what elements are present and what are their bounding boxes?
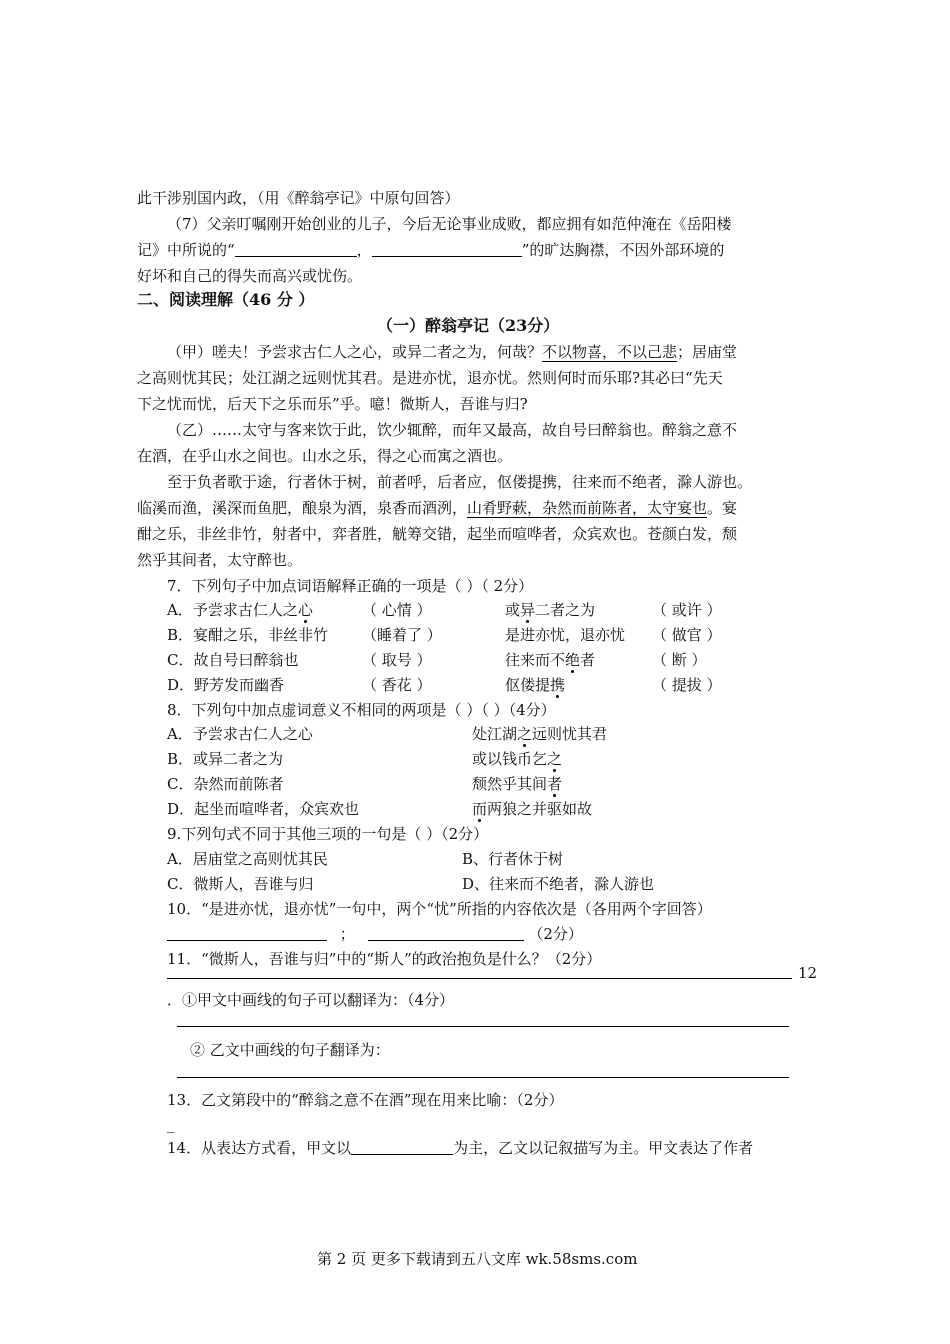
q12-part2: ② 乙文中画线的句子翻译为： — [190, 1041, 390, 1059]
q13-mark: _ — [167, 1115, 175, 1133]
q8-stem: 8．下列句中加点虚词意义不相同的两项是（ ）（ ）（4分） — [167, 701, 556, 719]
q7-line1: （7）父亲叮嘱刚开始创业的儿子，今后无论事业成败，都应拥有如范仲淹在《岳阳楼 — [167, 215, 732, 233]
q9-option-b[interactable]: B、行者休于树 — [462, 850, 564, 868]
q7-stem: 7．下列句子中加点词语解释正确的一项是（ ）（ 2分） — [167, 577, 534, 595]
q9-option-a[interactable]: A．居庙堂之高则忧其民 — [167, 850, 328, 868]
q7-blank-2[interactable] — [372, 240, 522, 257]
yi-line5: 酣之乐，非丝非竹，射者中，弈者胜，觥筹交错，起坐而喧哗者，众宾欢也。苍颜白发，颓 — [137, 525, 738, 543]
dotted-char: 携 — [550, 676, 566, 694]
q12-part1: ．①甲文中画线的句子可以翻译为：（4分） — [167, 991, 455, 1009]
q9-option-d[interactable]: D、往来而不绝者，滁人游也 — [462, 875, 655, 893]
q14-blank[interactable] — [351, 1138, 453, 1155]
dotted-char: 而 — [472, 800, 488, 818]
q7-blank-1[interactable] — [235, 240, 357, 257]
q10-blank-1[interactable] — [167, 924, 327, 941]
q11-answer-line[interactable] — [167, 978, 792, 979]
q10-score: （2分） — [528, 925, 583, 943]
q7-line3: 好坏和自己的得失而高兴或忧伤。 — [137, 267, 363, 285]
dotted-char: 者 — [547, 775, 563, 793]
q14-text-a: 14．从表达方式看，甲文以 — [167, 1139, 352, 1157]
jia-line3: 下之忧而忧，后天下之乐而乐”乎。噫！微斯人，吾谁与归? — [137, 395, 528, 413]
q11-stem: 11．“微斯人，吾谁与归”中的“斯人”的政治抱负是什么？（2分） — [167, 950, 602, 968]
yi-line3: 至于负者歌于途，行者休于树，前者呼，后者应，伛偻提携，往来而不绝者，滁人游也。 — [167, 473, 753, 491]
q14-line — [167, 1138, 753, 1158]
yi-underlined: 山肴野蔌，杂然而前陈者，太守宴也 — [467, 499, 708, 517]
q9-option-c[interactable]: C．微斯人，吾谁与归 — [167, 875, 314, 893]
yi-text-b: 。宴 — [707, 499, 738, 517]
jia-line2: 之高则忧其民；处江湖之远则忧其君。是进亦忧，退亦忧。然则何时而乐耶?其必曰“先天 — [137, 369, 723, 387]
q9-stem: 9.下列句式不同于其他三项的一句是（ ）（2分） — [167, 825, 489, 843]
jia-text-a: （甲）嗟夫！予尝求古仁人之心，或异二者之为，何哉？ — [167, 343, 543, 361]
q14-text-b: 为主，乙文以记叙描写为主。甲文表达了作者 — [453, 1139, 754, 1157]
jia-underlined: 不以物喜，不以己悲 — [542, 343, 678, 361]
dotted-char: 之 — [547, 750, 563, 768]
q12-number: 12 — [798, 964, 818, 982]
yi-line2: 在酒，在乎山水之间也。山水之乐，得之心而寓之酒也。 — [137, 447, 513, 465]
q12-answer-line-2[interactable] — [177, 1077, 789, 1078]
q7-text-a: 记》中所说的“ — [137, 241, 235, 259]
yi-line6: 然乎其间者，太守醉也。 — [137, 551, 303, 569]
q7-comma: ， — [356, 241, 372, 259]
jia-text-b: ；居庙堂 — [677, 343, 738, 361]
section2-title: 二、阅读理解（46 分 ） — [137, 290, 315, 309]
q10-stem: 10．“是进亦忧，退亦忧”一句中，两个“忧”所指的内容依次是（各用两个字回答） — [167, 900, 712, 918]
q10-answer-row — [167, 924, 583, 944]
q13-stem: 13．乙文第段中的“醉翁之意不在酒”现在用来比喻：（2分） — [167, 1091, 564, 1109]
q6-tail: 此干涉别国内政，（用《醉翁亭记》中原句回答） — [137, 189, 460, 207]
q10-separator: ； — [339, 925, 355, 943]
dotted-char: 心 — [297, 601, 313, 619]
dotted-char: 之 — [517, 725, 533, 743]
q12-answer-line-1[interactable] — [177, 1026, 789, 1027]
page-footer: 第 2 页 更多下载请到五八文库 wk.58sms.com — [317, 1250, 638, 1268]
q10-blank-2[interactable] — [368, 924, 524, 941]
dotted-char: 绝 — [565, 651, 581, 669]
q7-text-b: ”的旷达胸襟，不因外部环境的 — [521, 241, 725, 259]
part1-title: （一）醉翁亭记（23分） — [377, 316, 560, 335]
jia-line1 — [167, 342, 737, 362]
dotted-char: 异 — [520, 601, 536, 619]
yi-line1: （乙）……太守与客来饮于此，饮少辄醉，而年又最高，故自号曰醉翁也。醉翁之意不 — [167, 421, 738, 439]
yi-line4 — [137, 498, 737, 518]
yi-text-a: 临溪而渔，溪深而鱼肥，酿泉为酒，泉香而酒洌， — [137, 499, 468, 517]
q7-line2 — [137, 240, 724, 260]
